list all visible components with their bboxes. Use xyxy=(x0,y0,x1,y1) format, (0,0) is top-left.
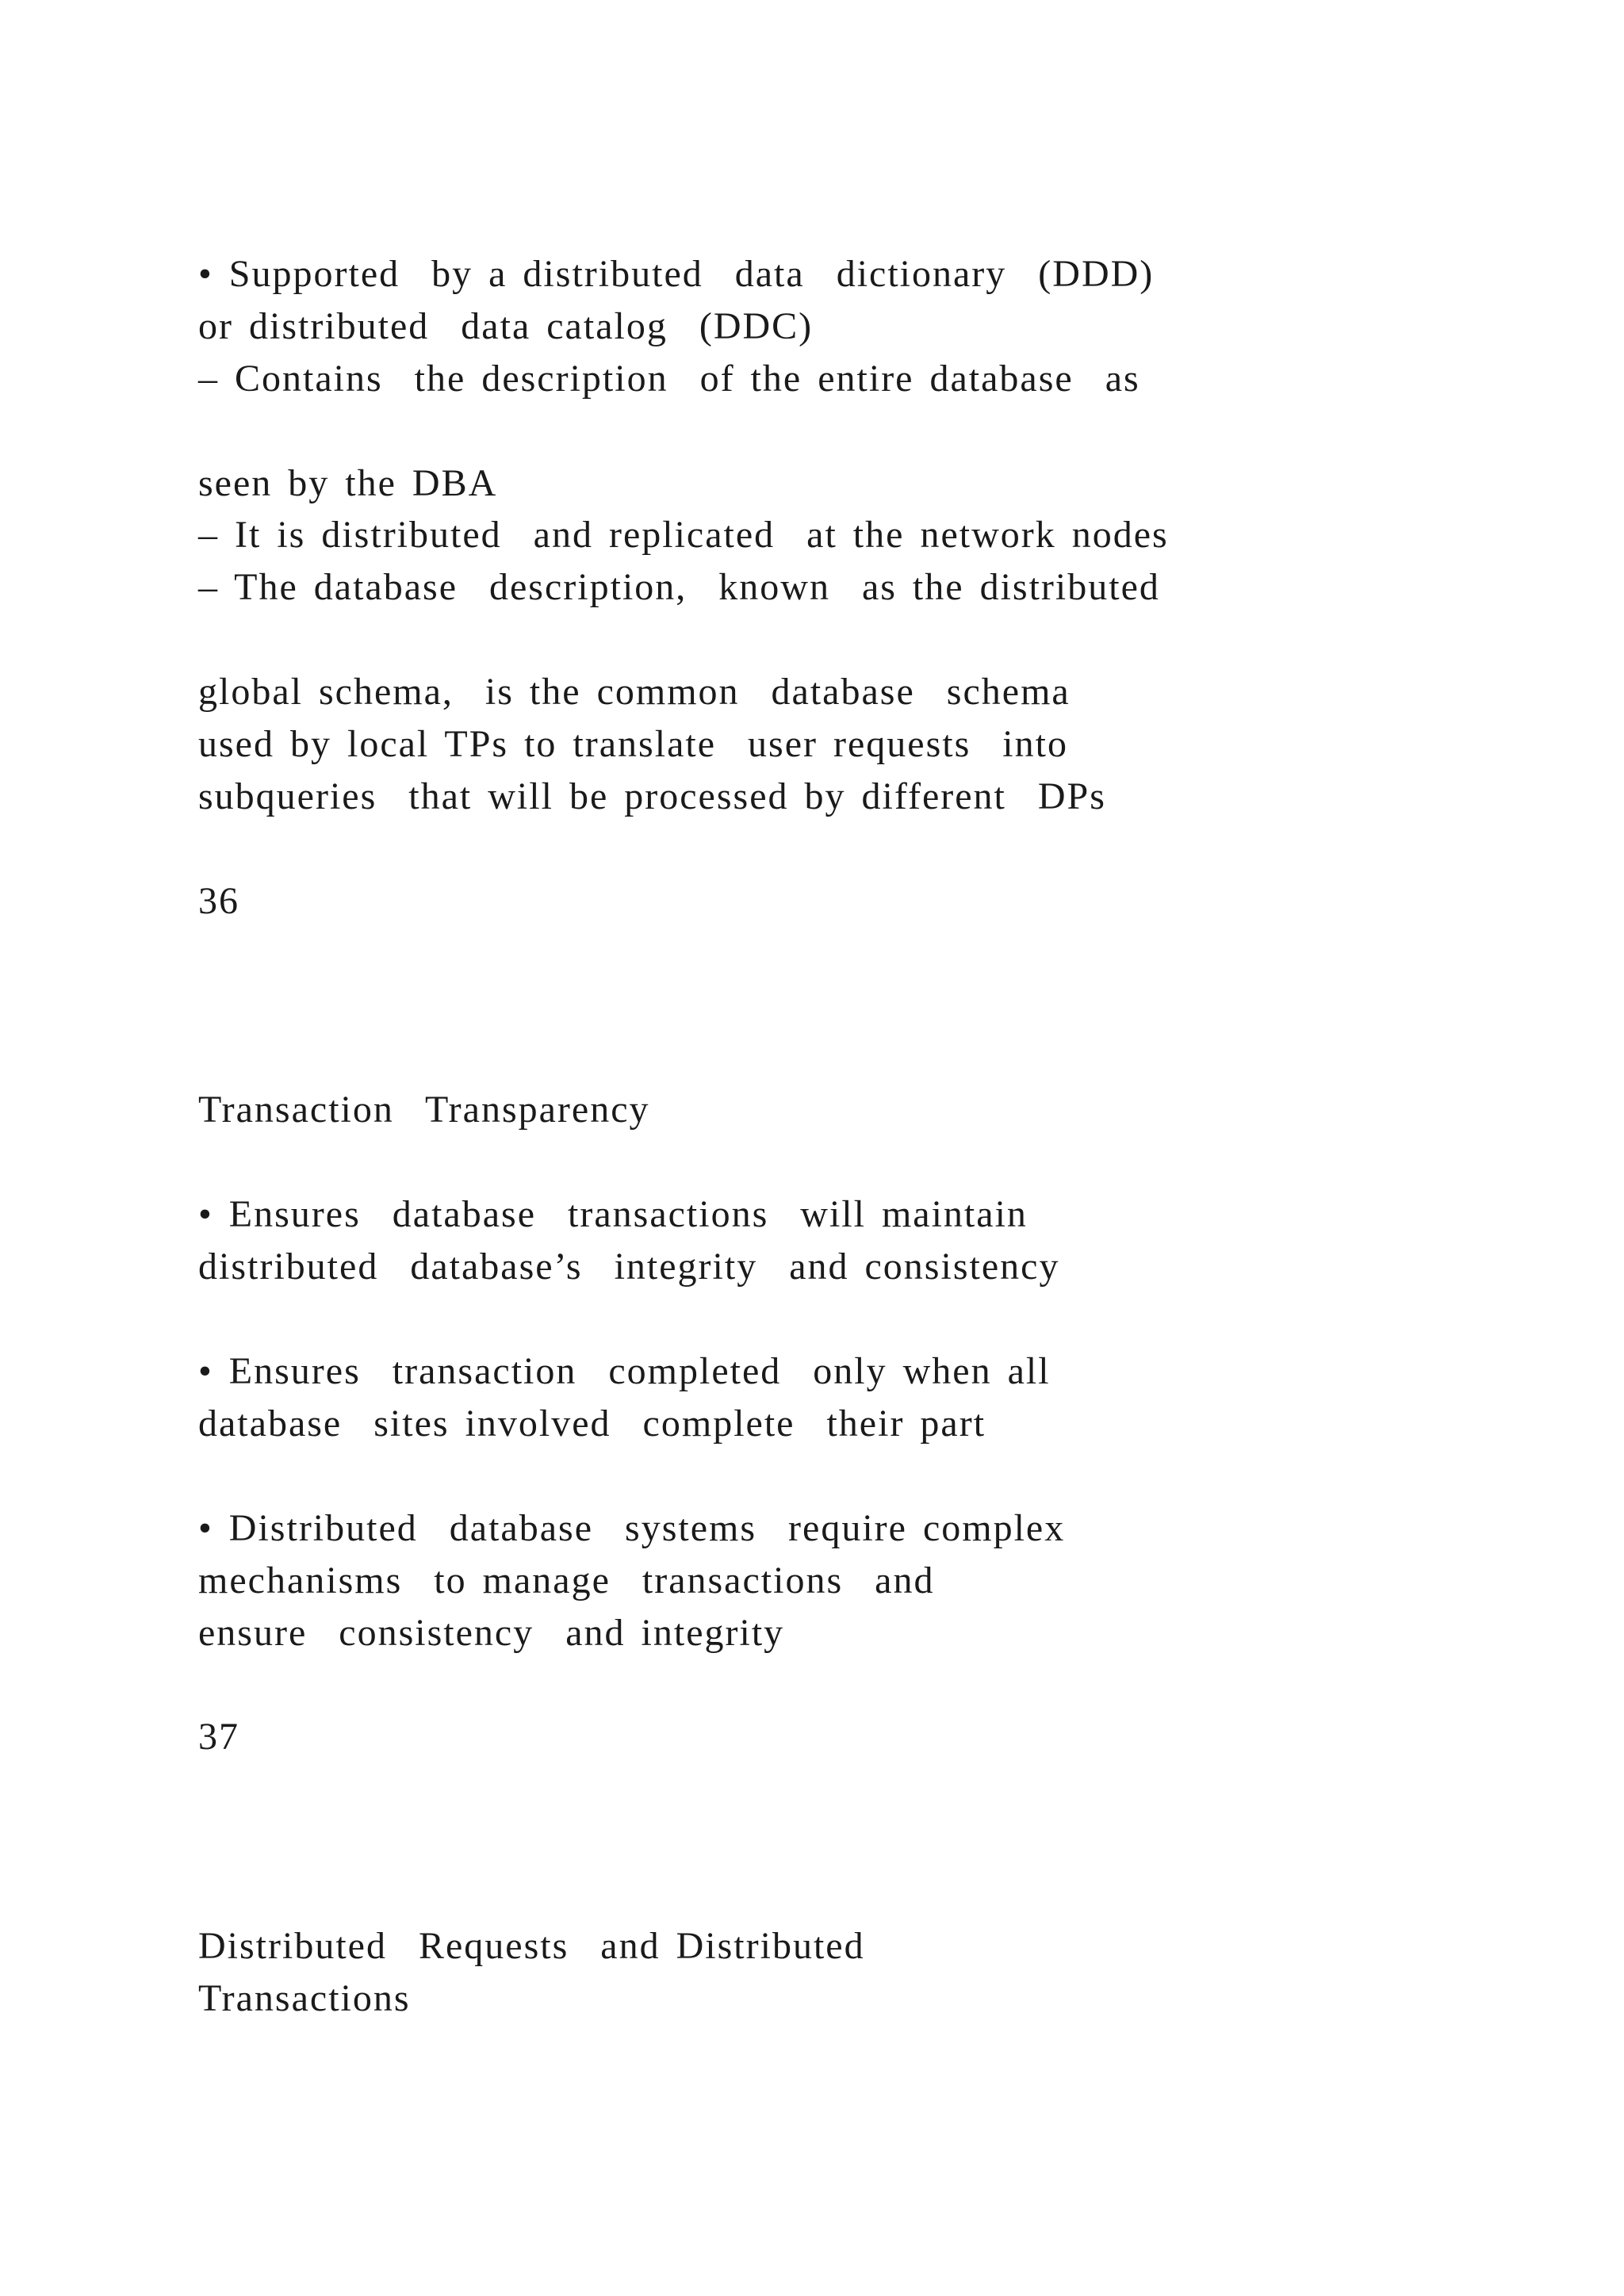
text-line: – It is distributed and replicated at the network nodes xyxy=(198,514,1169,556)
text-line: distributed database’s integrity and consistency xyxy=(198,1246,1060,1288)
section-heading: Transaction Transparency xyxy=(198,1089,650,1131)
text-line: • Ensures transaction completed only when all xyxy=(198,1350,1051,1392)
text-line: • Supported by a distributed data dictionary (DDD) xyxy=(198,253,1155,295)
section-heading: Distributed Requests and Distributed xyxy=(198,1925,865,1967)
page-number: 36 xyxy=(198,880,239,922)
text-line: database sites involved complete their part xyxy=(198,1402,986,1445)
text-line: subqueries that will be processed by different DPs xyxy=(198,775,1106,817)
text-line: or distributed data catalog (DDC) xyxy=(198,305,814,347)
text-line: • Distributed database systems require complex xyxy=(198,1507,1066,1549)
text-line: used by local TPs to translate user requests into xyxy=(198,723,1068,765)
text-line: – The database description, known as the distributed xyxy=(198,566,1160,608)
text-line: global schema, is the common database schema xyxy=(198,671,1071,713)
text-line: – Contains the description of the entire database as xyxy=(198,358,1140,400)
text-line: ensure consistency and integrity xyxy=(198,1612,785,1654)
page-number: 37 xyxy=(198,1716,239,1758)
text-line: seen by the DBA xyxy=(198,462,498,504)
text-line: • Ensures database transactions will maintain xyxy=(198,1193,1028,1235)
text-line: mechanisms to manage transactions and xyxy=(198,1559,935,1601)
section-heading: Transactions xyxy=(198,1977,411,2019)
